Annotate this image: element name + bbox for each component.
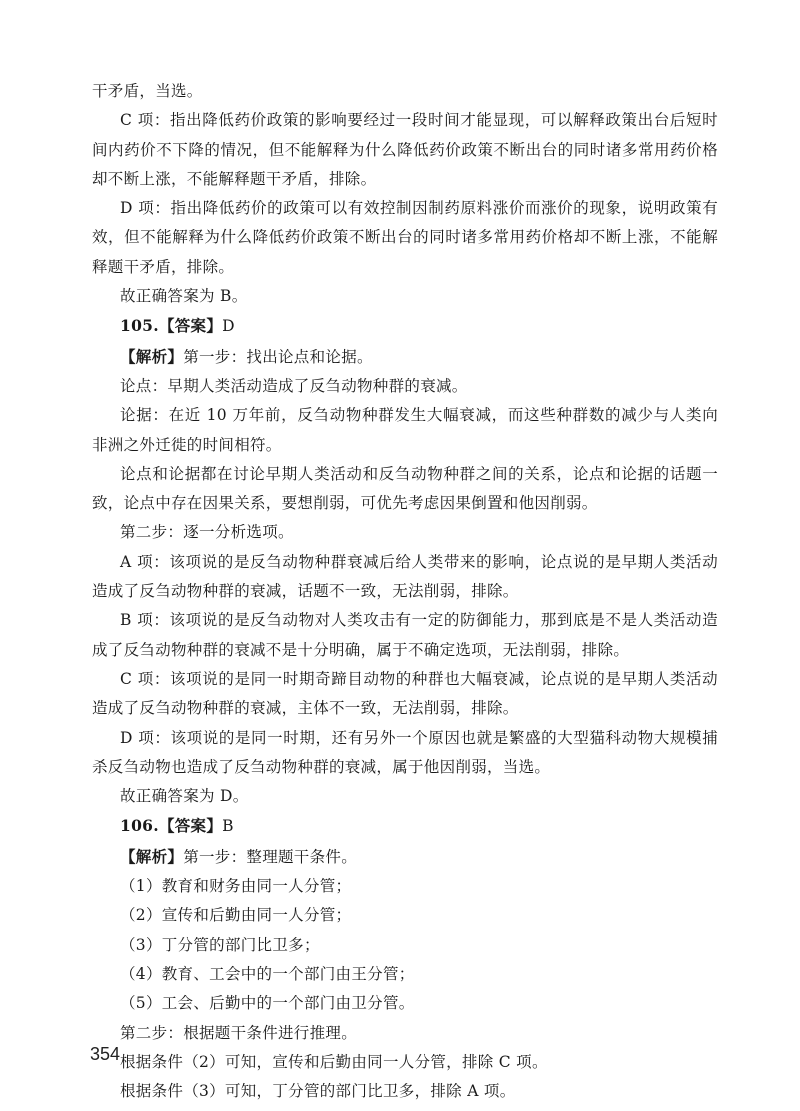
paragraph-text: 论点和论据都在讨论早期人类活动和反刍动物种群之间的关系，论点和论据的话题一致，论点中存在因果关系，要想削弱，可优先考虑因果倒置和他因削弱。 (92, 464, 718, 513)
paragraph (92, 282, 718, 311)
paragraph-lead: 106.【答案】 (120, 816, 223, 836)
paragraph-text: 根据条件（3）可知，丁分管的部门比卫多，排除 A 项。 (120, 1082, 516, 1101)
paragraph-text: （1）教育和财务由同一人分管； (120, 877, 352, 896)
paragraph-text: 论点：早期人类活动造成了反刍动物种群的衰减。 (120, 376, 468, 395)
paragraph-text: D 项：指出降低药价的政策可以有效控制因制药原料涨价而涨价的现象，说明政策有效，但不能解释为什么降低药价政策不断出台的同时诸多常用药价格却不断上涨，不能解释题干矛盾，排除。 (92, 199, 718, 276)
paragraph (92, 842, 718, 872)
paragraph (92, 811, 718, 841)
page-number: 354 (90, 1044, 121, 1064)
paragraph-text: 论据：在近 10 万年前，反刍动物种群发生大幅衰减，而这些种群数的减少与人类向非洲之外迁徙的时间相符。 (92, 406, 718, 454)
paragraph (92, 901, 718, 930)
paragraph (92, 311, 718, 341)
paragraph (92, 194, 718, 282)
paragraph (92, 782, 718, 811)
paragraph-text: C 项：指出降低药价政策的影响要经过一段时间才能显现，可以解释政策出台后短时间内药价不下降的情况，但不能解释为什么降低药价政策不断出台的同时诸多常用药价格却不断上涨，不能解释题干矛盾，排除。 (92, 111, 718, 188)
paragraph (92, 665, 718, 724)
paragraph (92, 106, 718, 194)
paragraph-text: B (222, 817, 234, 836)
paragraph (92, 401, 718, 460)
paragraph-text: 根据条件（2）可知，宣传和后勤由同一人分管，排除 C 项。 (120, 1052, 548, 1071)
paragraph (92, 518, 718, 547)
paragraph (92, 548, 718, 607)
paragraph-text: D 项：该项说的是同一时期，还有另外一个原因也就是繁盛的大型猫科动物大规模捕杀反刍动物也造成了反刍动物种群的衰减，属于他因削弱，当选。 (92, 728, 718, 776)
paragraph-lead: 105.【答案】 (120, 316, 223, 336)
paragraph-text: D (222, 317, 235, 336)
paragraph (92, 77, 718, 106)
paragraph (92, 960, 718, 989)
paragraph (92, 1077, 718, 1106)
paragraph (92, 724, 718, 783)
paragraph (92, 872, 718, 901)
paragraph (92, 931, 718, 960)
paragraph-text: （5）工会、后勤中的一个部门由卫分管。 (120, 994, 415, 1013)
paragraph (92, 372, 718, 401)
paragraph-text: （2）宣传和后勤由同一人分管； (120, 906, 352, 925)
paragraph (92, 460, 718, 519)
paragraph (92, 606, 718, 665)
paragraph-lead: 【解析】 (120, 846, 184, 866)
paragraph (92, 1048, 718, 1077)
paragraph-text: 第二步：逐一分析选项。 (120, 523, 294, 542)
paragraph-text: C 项：该项说的是同一时期奇蹄目动物的种群也大幅衰减，论点说的是早期人类活动造成了反刍动物种群的衰减，主体不一致，无法削弱，排除。 (92, 669, 718, 718)
paragraph (92, 342, 718, 372)
paragraph-text: 第一步：整理题干条件。 (183, 847, 358, 866)
paragraph-text: （3）丁分管的部门比卫多； (120, 935, 320, 954)
paragraph-text: B 项：该项说的是反刍动物对人类攻击有一定的防御能力，那到底是不是人类活动造成了反刍动物种群的衰减不是十分明确，属于不确定选项，无法削弱，排除。 (92, 611, 718, 659)
paragraph-lead: 【解析】 (120, 346, 184, 366)
paragraph-text: 故正确答案为 B。 (120, 287, 248, 306)
paragraph-text: 干矛盾，当选。 (92, 82, 203, 100)
paragraph (92, 1019, 718, 1048)
paragraph (92, 989, 718, 1018)
body-text (92, 77, 718, 1106)
paragraph-text: （4）教育、工会中的一个部门由王分管； (120, 964, 415, 983)
paragraph-text: 故正确答案为 D。 (120, 787, 249, 806)
paragraph-text: 第二步：根据题干条件进行推理。 (120, 1023, 358, 1042)
paragraph-text: 第一步：找出论点和论据。 (183, 347, 373, 366)
paragraph-text: A 项：该项说的是反刍动物种群衰减后给人类带来的影响，论点说的是早期人类活动造成了反刍动物种群的衰减，话题不一致，无法削弱，排除。 (92, 552, 718, 601)
